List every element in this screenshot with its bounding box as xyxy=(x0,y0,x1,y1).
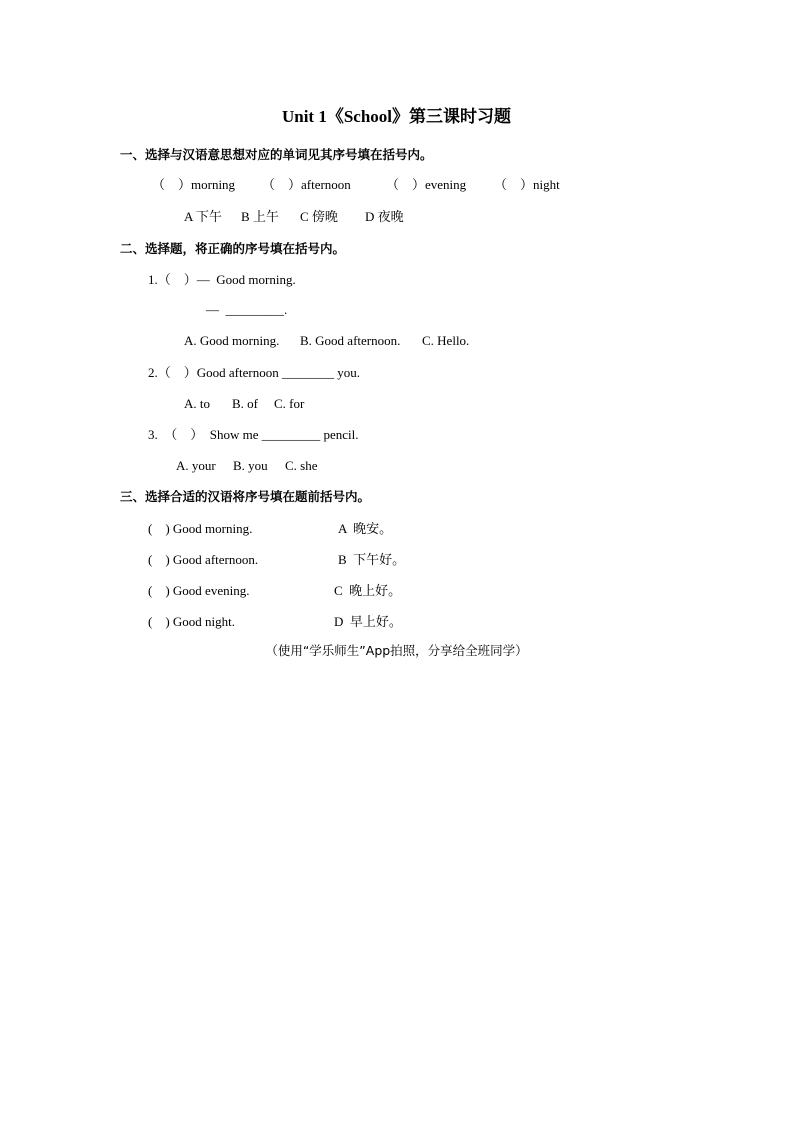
page-title: Unit 1《School》第三课时习题 xyxy=(281,107,512,126)
s3-item-3-question: ( ) Good evening. xyxy=(148,583,250,598)
word-night: （ ）night xyxy=(494,177,560,192)
q2-option-a: A. to xyxy=(184,396,210,411)
word-morning: （ ）morning xyxy=(152,177,236,192)
s1-option-c: C 傍晚 xyxy=(300,209,338,224)
s1-option-d: D 夜晚 xyxy=(365,209,404,224)
s3-item-2-answer: B 下午好。 xyxy=(338,552,406,567)
section3-heading: 三、选择合适的汉语将序号填在题前括号内。 xyxy=(120,489,371,504)
s3-item-3-answer: C 晚上好。 xyxy=(334,583,402,598)
section1-heading: 一、选择与汉语意思想对应的单词见其序号填在括号内。 xyxy=(120,147,433,162)
q1-option-c: C. Hello. xyxy=(422,333,470,348)
section2-heading: 二、选择题，将正确的序号填在括号内。 xyxy=(120,241,346,256)
s3-item-2-question: ( ) Good afternoon. xyxy=(148,552,259,567)
s3-item-4-answer: D 早上好。 xyxy=(334,614,402,629)
s3-item-4-question: ( ) Good night. xyxy=(148,614,236,629)
q1-line1: 1.（ ）— Good morning. xyxy=(148,272,296,287)
q3-option-c: C. she xyxy=(285,458,318,473)
q3-option-a: A. your xyxy=(176,458,216,473)
s1-option-b: B 上午 xyxy=(241,209,279,224)
q1-option-a: A. Good morning. xyxy=(184,333,280,348)
q2-line1: 2.（ ）Good afternoon ________ you. xyxy=(148,365,360,380)
s1-option-a: A 下午 xyxy=(184,209,222,224)
share-footer-note: （使用“学乐师生”App拍照，分享给全班同学） xyxy=(265,643,528,658)
q3-option-b: B. you xyxy=(233,458,268,473)
s3-item-1-answer: A 晚安。 xyxy=(338,521,393,536)
q2-option-c: C. for xyxy=(274,396,305,411)
q2-option-b: B. of xyxy=(232,396,258,411)
q3-line1: 3. （ ） Show me _________ pencil. xyxy=(148,427,359,442)
q1-option-b: B. Good afternoon. xyxy=(300,333,401,348)
q1-line2: — _________. xyxy=(206,302,288,317)
s3-item-1-question: ( ) Good morning. xyxy=(148,521,253,536)
word-evening: （ ）evening xyxy=(386,177,467,192)
word-afternoon: （ ）afternoon xyxy=(262,177,351,192)
